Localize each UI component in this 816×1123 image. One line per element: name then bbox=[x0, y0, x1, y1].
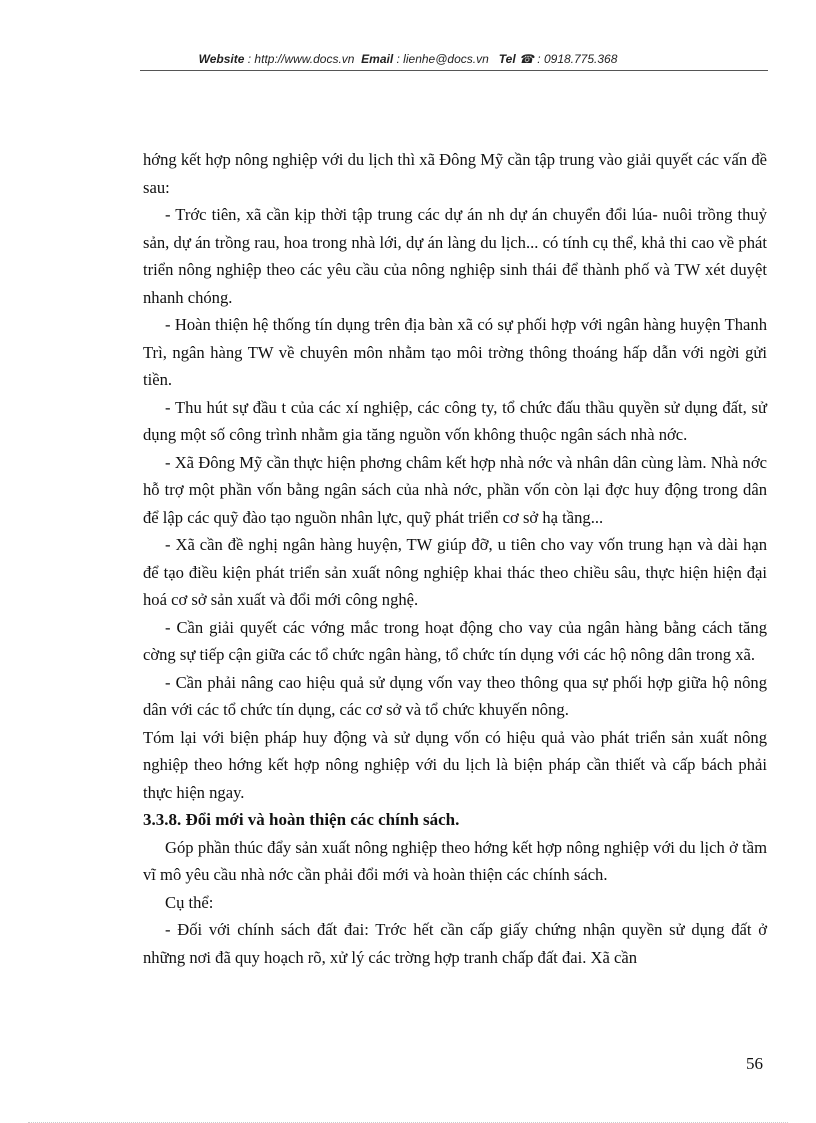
paragraph: Cụ thể: bbox=[165, 892, 214, 912]
paragraph: - Thu hút sự đầu t của các xí nghiệp, các công ty, tổ chức đấu thầu quyền sử dụng đất, sử dụng một số công trình nhằm gia tăng nguồn vốn không thuộc ngân sách nhà nớc. bbox=[143, 397, 767, 444]
tel-value: ☎ : 0918.775.368 bbox=[519, 52, 618, 66]
paragraph: - Hoàn thiện hệ thống tín dụng trên địa bàn xã có sự phối hợp với ngân hàng huyện Thanh Trì, ngân hàng TW về chuyên môn nhằm tạo môi trờng thông thoáng hấp dẫn với ngời gửi tiền. bbox=[143, 315, 767, 389]
website-value: : http://www.docs.vn bbox=[247, 52, 355, 66]
paragraph: Góp phần thúc đẩy sản xuất nông nghiệp theo hớng kết hợp nông nghiệp với du lịch ở tầm vĩ mô yêu cầu nhà nớc cần phải đổi mới và hoàn thiện các chính sách. bbox=[143, 837, 767, 884]
email-value: : lienhe@docs.vn bbox=[396, 52, 489, 66]
document-body bbox=[143, 146, 767, 971]
paragraph: - Đối với chính sách đất đai: Trớc hết cần cấp giấy chứng nhận quyền sử dụng đất ở những nơi đã quy hoạch rõ, xử lý các trờng hợp tranh chấp đất đai. Xã cần bbox=[143, 920, 767, 967]
page-header bbox=[0, 52, 816, 66]
header-divider bbox=[140, 70, 768, 71]
paragraph: - Xã cần đề nghị ngân hàng huyện, TW giúp đỡ, u tiên cho vay vốn trung hạn và dài hạn để tạo điều kiện phát triển sản xuất nông nghiệp khai thác theo chiều sâu, thực hiện hiện đại hoá cơ sở sản xuất và đổi mới công nghệ. bbox=[143, 535, 767, 609]
tel-label: Tel bbox=[498, 52, 516, 66]
paragraph: - Xã Đông Mỹ cần thực hiện phơng châm kết hợp nhà nớc và nhân dân cùng làm. Nhà nớc hỗ trợ một phần vốn bằng ngân sách của nhà nớc, phần vốn còn lại đợc huy động trong dân để lập các quỹ đào tạo nguồn nhân lực, quỹ phát triển cơ sở hạ tầng... bbox=[143, 452, 767, 527]
paragraph: - Cần phải nâng cao hiệu quả sử dụng vốn vay theo thông qua sự phối hợp giữa hộ nông dân với các tổ chức tín dụng, các cơ sở và tổ chức khuyến nông. bbox=[143, 672, 767, 719]
section-heading: 3.3.8. Đổi mới và hoàn thiện các chính sách. bbox=[143, 810, 460, 829]
page-number: 56 bbox=[746, 1054, 763, 1073]
paragraph: - Cần giải quyết các vớng mắc trong hoạt động cho vay của ngân hàng bằng cách tăng cờng sự tiếp cận giữa các tổ chức ngân hàng, tổ chức tín dụng với các hộ nông dân trong xã. bbox=[143, 617, 767, 664]
summary-paragraph: Tóm lại với biện pháp huy động và sử dụng vốn có hiệu quả vào phát triển sản xuất nông nghiệp theo hớng kết hợp nông nghiệp với du lịch là biện pháp cần thiết và cấp bách phải thực hiện ngay. bbox=[143, 727, 767, 802]
email-label: Email bbox=[361, 52, 394, 66]
website-label: Website bbox=[198, 52, 245, 66]
paragraph-continuation: hớng kết hợp nông nghiệp với du lịch thì xã Đông Mỹ cần tập trung vào giải quyết các vấn đề sau: bbox=[143, 150, 767, 197]
paragraph: - Trớc tiên, xã cần kịp thời tập trung các dự án nh dự án chuyển đổi lúa- nuôi trồng thuỷ sản, dự án trồng rau, hoa trong nhà lới, dự án làng du lịch... có tính cụ thể, khả thi cao về phát triển nông nghiệp theo các yêu cầu của nông nghiệp sinh thái để thành phố và TW xét duyệt nhanh chóng. bbox=[143, 205, 767, 307]
